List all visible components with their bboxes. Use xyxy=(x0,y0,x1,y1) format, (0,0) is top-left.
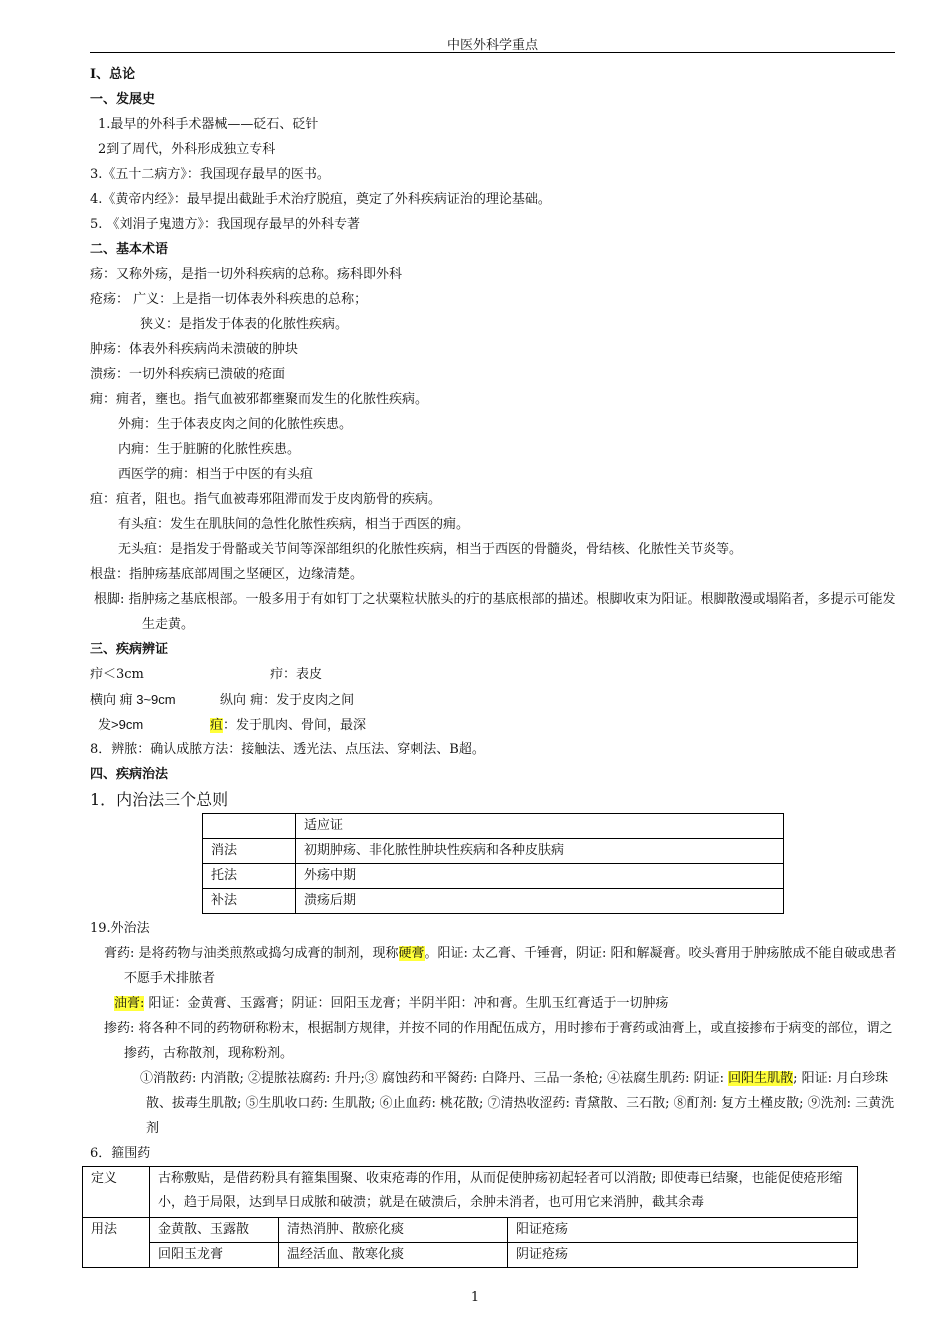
table-cell: 初期肿疡、非化脓性肿块性疾病和各种皮肤病 xyxy=(296,839,784,864)
plaster-text-2: 。阳证: 太乙膏、千锤膏，阴证: 阳和解凝膏。咬头膏用于肿疡脓成不能自破或患者不愿手术排脓者 xyxy=(124,946,897,986)
table-row xyxy=(83,1218,858,1243)
header-rule xyxy=(90,52,895,53)
diag-pus: 8．辨脓：确认成脓方法：接触法、透光法、点压法、穿刺法、B超。 xyxy=(90,742,485,757)
document-body xyxy=(90,62,905,1268)
heading-history: 一、发展史 xyxy=(90,92,156,107)
history-item: 5. 《刘涓子鬼遗方》：我国现存最早的外科专著 xyxy=(90,217,361,232)
history-item: 4.《黄帝内经》：最早提出截趾手术治疗脱疽，奠定了外科疾病证治的理论基础。 xyxy=(90,192,551,207)
heading-terms: 二、基本术语 xyxy=(90,242,169,257)
encircling-title: 6．箍围药 xyxy=(90,1146,151,1161)
powder-list-text-2: ; 阳证: 月白珍珠散、拔毒生肌散; ⑤生肌收口药: 生肌散; ⑥止血药: 桃花散; ⑦清热收涩药: 青黛散、三石散; ⑧酊剂: 复方土槿皮散; ⑨洗剂: 三黄洗剂 xyxy=(146,1071,895,1136)
term-genjiao: 根脚: 指肿疡之基底根部。一般多用于有如钉丁之状粟粒状脓头的疔的基底根部的描述。根脚收束为阳证。根脚散漫或塌陷者，多提示可能发生走黄。 xyxy=(94,592,896,632)
section-title: Ⅰ、总论 xyxy=(90,67,136,82)
table-row xyxy=(83,1167,858,1218)
diag-ju-depth: ：发于肌肉、骨间，最深 xyxy=(223,718,367,733)
ointment-text: 阳证：金黄膏、玉露膏；阴证：回阳玉龙膏；半阴半阳：冲和膏。生肌玉红膏适于一切肿疡 xyxy=(144,996,669,1011)
term-yong-inner: 内痈：生于脏腑的化脓性疾患。 xyxy=(118,442,301,457)
table-header-row xyxy=(203,814,784,839)
table-cell: 托法 xyxy=(203,864,296,889)
history-item: 3.《五十二病方》：我国现存最早的医书。 xyxy=(90,167,330,182)
term-yong-western: 西医学的痈：相当于中医的有头疽 xyxy=(118,467,314,482)
internal-treatment-title: 1．内治法三个总则 xyxy=(90,790,229,809)
table-cell: 定义 xyxy=(83,1167,150,1218)
table-row xyxy=(83,1243,858,1268)
diag-ju-size: 发>9cm xyxy=(98,717,144,732)
term-genpan: 根盘：指肿疡基底部周围之坚硬区，边缘清楚。 xyxy=(90,567,364,582)
term-chuangyang-narrow: 狭义：是指发于体表的化脓性疾病。 xyxy=(140,317,349,332)
term-ju: 疽：疽者，阻也。指气血被毒邪阻滞而发于皮肉筋骨的疾病。 xyxy=(90,492,442,507)
term-zhongyang: 肿疡：体表外科疾病尚未溃破的肿块 xyxy=(90,342,299,357)
table-cell: 古称敷贴，是借药粉具有箍集围聚、收束疮毒的作用，从而促使肿疡初起轻者可以消散; 即使毒已结聚，也能促使疮形缩小，趋于局限，达到早日成脓和破溃；就是在破溃后，余肿未消者，也可用它来消肿，截其余毒 xyxy=(150,1167,858,1218)
term-yong: 痈：痈者，壅也。指气血被邪都壅聚而发生的化脓性疾病。 xyxy=(90,392,429,407)
table-row xyxy=(203,864,784,889)
diag-yong-depth: 纵向 痈：发于皮肉之间 xyxy=(220,693,355,708)
heading-diagnosis: 三、疾病辨证 xyxy=(90,642,169,657)
powder-list-highlight: 回阳生肌散 xyxy=(728,1071,794,1086)
term-yang: 疡：又称外疡，是指一切外科疾病的总称。疡科即外科 xyxy=(90,267,403,282)
table-cell: 温经活血、散寒化痰 xyxy=(279,1243,508,1268)
term-ju-headless: 无头疽：是指发于骨骼或关节间等深部组织的化脓性疾病，相当于西医的骨髓炎，骨结核、化脓性关节炎等。 xyxy=(118,542,743,557)
ointment-highlight: 油膏: xyxy=(114,996,145,1011)
table-cell: 回阳玉龙膏 xyxy=(150,1243,279,1268)
plaster-text: 膏药: 是将药物与油类煎熬或捣匀成膏的制剂，现称 xyxy=(104,946,399,961)
table-cell: 补法 xyxy=(203,889,296,914)
diag-jie-depth: 疖：表皮 xyxy=(270,667,323,682)
powder-paragraph: 掺药: 将各种不同的药物研称粉末，根据制方规律，并按不同的作用配伍成方，用时掺布于膏药或油膏上，或直接掺布于病变的部位，谓之掺药，古称散剂，现称粉剂。 xyxy=(104,1021,893,1061)
table-cell xyxy=(203,814,296,839)
history-item: 1.最早的外科手术器械——砭石、砭针 xyxy=(98,117,319,132)
diag-jie-size: 疖＜3cm xyxy=(90,667,144,682)
internal-treatment-table xyxy=(202,813,784,914)
diag-ju-highlight: 疽 xyxy=(210,718,224,733)
term-chuangyang: 疮疡： 广义：上是指一切体表外科疾患的总称； xyxy=(90,292,368,307)
ointment-paragraph xyxy=(90,991,905,1016)
diag-row-3 xyxy=(90,712,905,737)
table-cell: 外疡中期 xyxy=(296,864,784,889)
table-cell: 阳证疮疡 xyxy=(508,1218,858,1243)
table-row xyxy=(203,839,784,864)
history-item: 2到了周代，外科形成独立专科 xyxy=(98,142,276,157)
table-cell: 适应证 xyxy=(296,814,784,839)
table-cell: 阴证疮疡 xyxy=(508,1243,858,1268)
plaster-highlight: 硬膏 xyxy=(398,946,425,961)
external-treatment-title: 19.外治法 xyxy=(90,921,150,936)
term-yong-outer: 外痈：生于体表皮肉之间的化脓性疾患。 xyxy=(118,417,353,432)
encircling-table xyxy=(82,1166,858,1268)
diag-yong-size: 横向 痈 3~9cm xyxy=(90,692,176,707)
powder-list xyxy=(90,1066,905,1141)
term-kuiyang: 溃疡：一切外科疾病已溃破的疮面 xyxy=(90,367,286,382)
term-ju-headed: 有头疽：发生在肌肤间的急性化脓性疾病，相当于西医的痈。 xyxy=(118,517,470,532)
page-number: 1 xyxy=(470,1290,480,1305)
table-cell: 金黄散、玉露散 xyxy=(150,1218,279,1243)
heading-treatment: 四、疾病治法 xyxy=(90,767,169,782)
table-cell: 消法 xyxy=(203,839,296,864)
plaster-paragraph xyxy=(90,941,905,991)
page-header: 中医外科学重点 xyxy=(446,38,538,53)
powder-list-text: ①消散药: 内消散; ②提脓祛腐药: 升丹;③ 腐蚀药和平胬药: 白降丹、三品一条枪; ④祛腐生肌药: 阴证: xyxy=(140,1071,729,1086)
diag-row-1 xyxy=(90,662,905,687)
table-row xyxy=(203,889,784,914)
diag-row-2 xyxy=(90,687,905,712)
table-cell: 清热消肿、散瘀化痰 xyxy=(279,1218,508,1243)
table-cell: 用法 xyxy=(83,1218,150,1268)
table-cell: 溃疡后期 xyxy=(296,889,784,914)
